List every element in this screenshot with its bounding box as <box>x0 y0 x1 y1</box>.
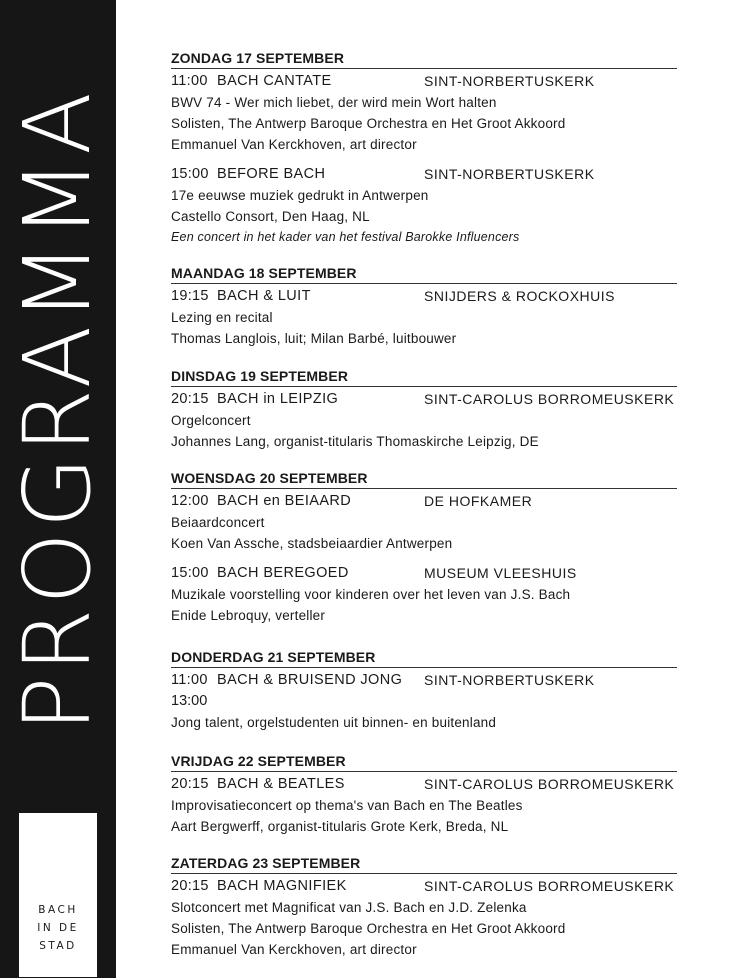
day-block <box>171 50 677 248</box>
event-detail: Thomas Langlois, luit; Milan Barbé, luitbouwer <box>171 331 457 346</box>
event-detail: BWV 74 - Wer mich liebet, der wird mein Wort halten <box>171 95 497 110</box>
event-heading <box>171 876 677 897</box>
event-detail: Muzikale voorstelling voor kinderen over het leven van J.S. Bach <box>171 587 571 602</box>
day-block <box>171 649 677 733</box>
day-date: DONDERDAG 21 SEPTEMBER <box>171 649 677 668</box>
event-heading <box>171 286 677 307</box>
sidebar <box>0 0 116 978</box>
day-date: DINSDAG 19 SEPTEMBER <box>171 368 677 387</box>
event-heading <box>171 670 677 691</box>
day-block <box>171 368 677 452</box>
event-venue: MUSEUM VLEESHUIS <box>424 565 577 581</box>
day-date: MAANDAG 18 SEPTEMBER <box>171 265 677 284</box>
event-heading <box>171 389 677 410</box>
page-title: PROGRAMMA <box>4 88 111 732</box>
event-time: 12:00 <box>171 493 209 509</box>
event-time: 15:00 <box>171 565 209 581</box>
event <box>171 389 677 452</box>
event-venue: SINT-NORBERTUSKERK <box>424 73 595 89</box>
event-heading <box>171 71 677 92</box>
event <box>171 876 677 960</box>
event <box>171 491 677 554</box>
day-date: ZATERDAG 23 SEPTEMBER <box>171 855 677 874</box>
event-detail: Johannes Lang, organist-titularis Thomaskirche Leipzig, DE <box>171 434 539 449</box>
event-title: BACH & BRUISEND JONG <box>217 672 403 688</box>
event-time: 20:15 <box>171 776 209 792</box>
logo-line: STAD <box>39 940 77 952</box>
event-detail: Lezing en recital <box>171 310 273 325</box>
event-venue: SINT-NORBERTUSKERK <box>424 672 595 688</box>
event-detail: Enide Lebroquy, verteller <box>171 608 326 623</box>
event-detail: Solisten, The Antwerp Baroque Orchestra en Het Groot Akkoord <box>171 921 566 936</box>
event <box>171 774 677 837</box>
event-heading <box>171 491 677 512</box>
event <box>171 164 677 248</box>
event-detail: Jong talent, orgelstudenten uit binnen- en buitenland <box>171 715 497 730</box>
day-block <box>171 855 677 960</box>
event-detail: Koen Van Assche, stadsbeiaardier Antwerpen <box>171 536 453 551</box>
event-detail: Emmanuel Van Kerckhoven, art director <box>171 942 417 957</box>
logo-line: IN DE <box>37 922 79 934</box>
event-extra-time: 13:00 <box>171 693 208 709</box>
event-title: BACH BEREGOED <box>217 565 349 581</box>
event-time: 20:15 <box>171 878 209 894</box>
event-venue: SINT-CAROLUS BORROMEUSKERK <box>424 878 675 894</box>
event-venue: DE HOFKAMER <box>424 493 533 509</box>
event-detail: Beiaardconcert <box>171 515 265 530</box>
event-note: Een concert in het kader van het festival Barokke Influencers <box>171 230 520 244</box>
day-date: ZONDAG 17 SEPTEMBER <box>171 50 677 69</box>
event-title: BACH CANTATE <box>217 73 332 89</box>
day-block <box>171 265 677 349</box>
event-detail: 17e eeuwse muziek gedrukt in Antwerpen <box>171 188 429 203</box>
bach-in-de-stad-logo <box>19 813 97 977</box>
event-time: 20:15 <box>171 391 209 407</box>
event-time: 15:00 <box>171 166 209 182</box>
day-date: VRIJDAG 22 SEPTEMBER <box>171 753 677 772</box>
event-venue: SINT-NORBERTUSKERK <box>424 166 595 182</box>
event-time: 11:00 <box>171 672 208 688</box>
event-title: BACH in LEIPZIG <box>217 391 339 407</box>
event-detail: Orgelconcert <box>171 413 251 428</box>
event <box>171 563 677 626</box>
event-detail: Aart Bergwerff, organist-titularis Grote Kerk, Breda, NL <box>171 819 509 834</box>
event-time: 19:15 <box>171 288 209 304</box>
event-heading <box>171 164 677 185</box>
event-title: BACH MAGNIFIEK <box>217 878 347 894</box>
event-title: BACH & BEATLES <box>217 776 345 792</box>
event-venue: SINT-CAROLUS BORROMEUSKERK <box>424 776 675 792</box>
logo-line: BACH <box>38 904 78 916</box>
event-venue: SNIJDERS & ROCKOXHUIS <box>424 288 615 304</box>
event <box>171 71 677 155</box>
event-detail: Solisten, The Antwerp Baroque Orchestra en Het Groot Akkoord <box>171 116 566 131</box>
event-title: BEFORE BACH <box>217 166 326 182</box>
day-block <box>171 753 677 837</box>
event-title: BACH & LUIT <box>217 288 311 304</box>
logo-text <box>19 901 97 955</box>
event-detail: Improvisatieconcert op thema's van Bach en The Beatles <box>171 798 523 813</box>
day-block <box>171 470 677 626</box>
event-heading <box>171 774 677 795</box>
event-detail: Castello Consort, Den Haag, NL <box>171 209 370 224</box>
day-date: WOENSDAG 20 SEPTEMBER <box>171 470 677 489</box>
event <box>171 286 677 349</box>
event-detail: Slotconcert met Magnificat van J.S. Bach en J.D. Zelenka <box>171 900 527 915</box>
event-heading <box>171 563 677 584</box>
event <box>171 670 677 733</box>
event-venue: SINT-CAROLUS BORROMEUSKERK <box>424 391 675 407</box>
event-title: BACH en BEIAARD <box>217 493 352 509</box>
event-time: 11:00 <box>171 73 208 89</box>
event-detail: Emmanuel Van Kerckhoven, art director <box>171 137 417 152</box>
